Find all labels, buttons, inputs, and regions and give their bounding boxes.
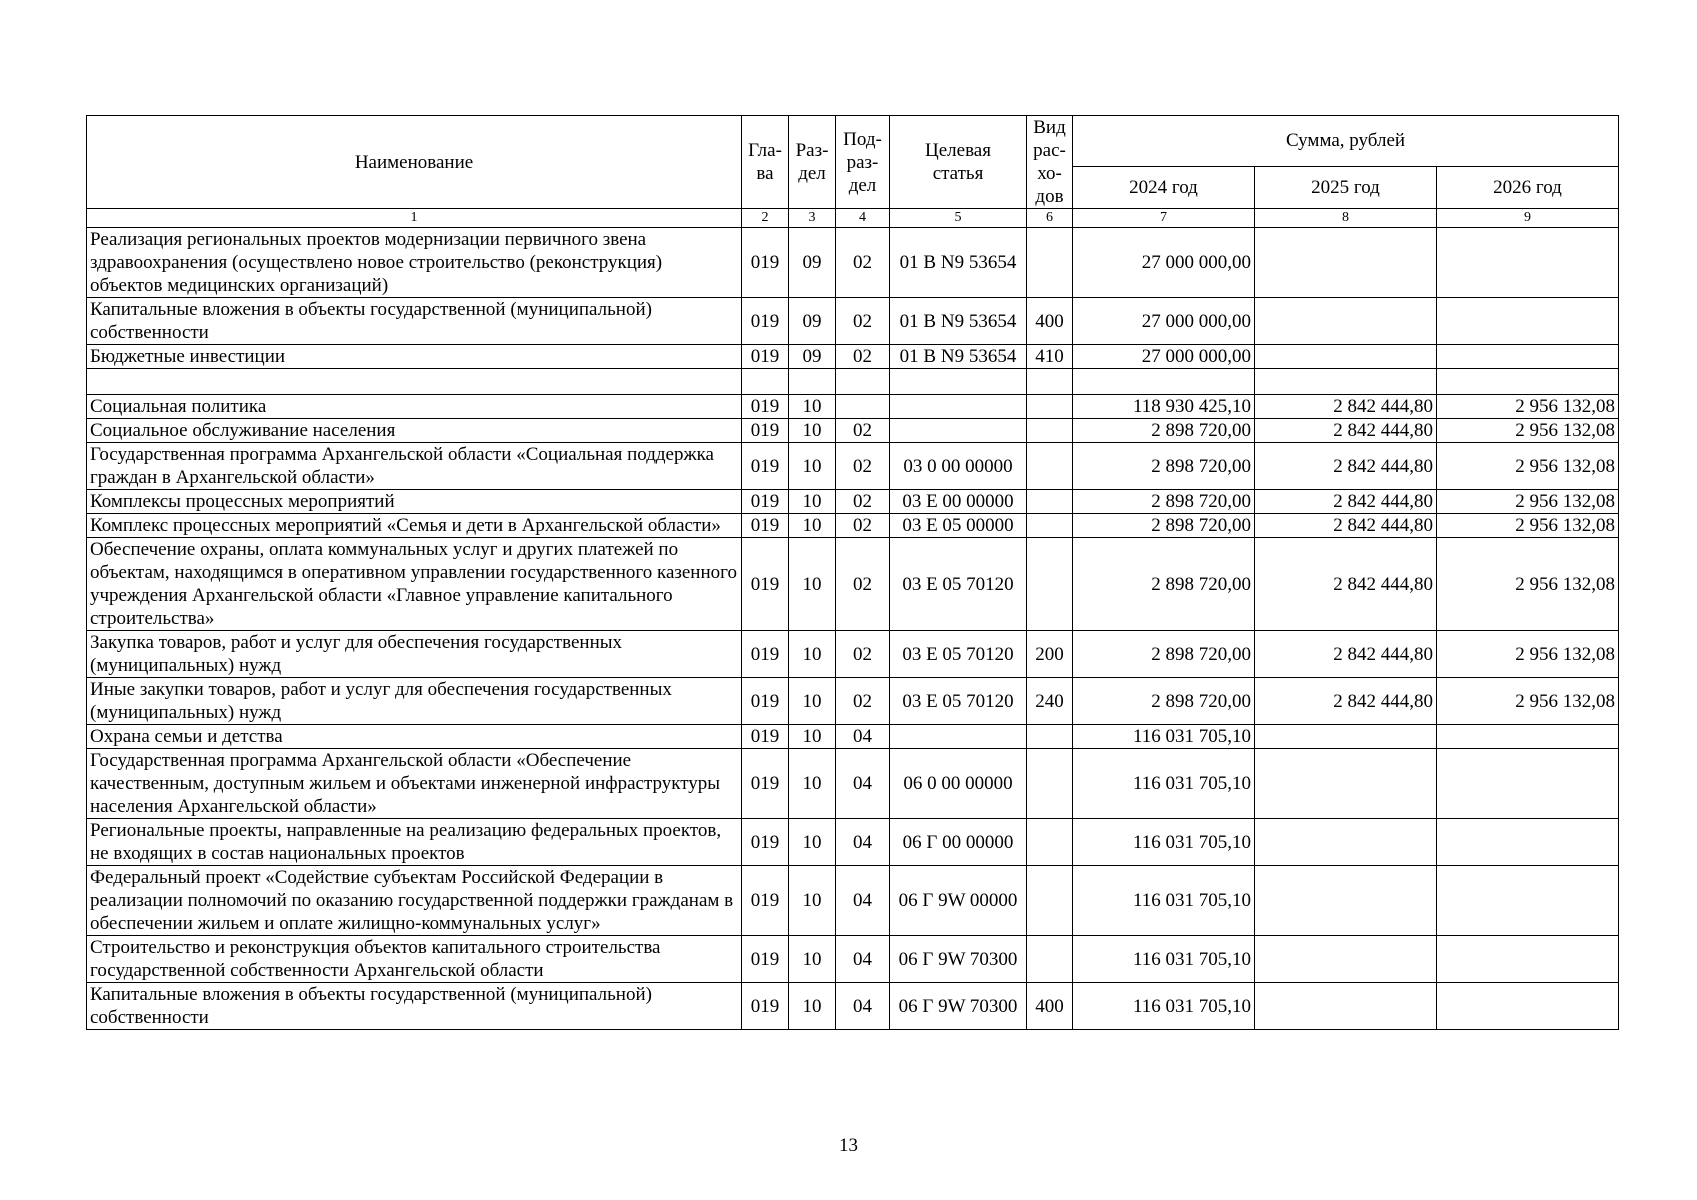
header-target-label: Целевая статья bbox=[925, 140, 991, 184]
col-number: 2 bbox=[742, 209, 789, 228]
header-name-label: Наименование bbox=[354, 151, 474, 173]
cell-razdel: 10 bbox=[789, 631, 836, 678]
cell-glava: 019 bbox=[742, 228, 789, 298]
cell-glava: 019 bbox=[742, 983, 789, 1030]
cell-amount-2024: 2 898 720,00 bbox=[1073, 490, 1255, 514]
cell-target: 06 Г 9W 00000 bbox=[890, 866, 1027, 936]
cell-amount-2024: 2 898 720,00 bbox=[1073, 419, 1255, 443]
cell-podrazdel: 04 bbox=[836, 983, 890, 1030]
cell-amount-2026: 2 956 132,08 bbox=[1437, 419, 1619, 443]
cell-amount-2025: 2 842 444,80 bbox=[1255, 514, 1437, 538]
cell-podrazdel: 02 bbox=[836, 631, 890, 678]
header-vid bbox=[1027, 116, 1073, 209]
cell-vid bbox=[1027, 369, 1073, 395]
cell-name: Социальная политика bbox=[87, 395, 742, 419]
cell-amount-2026 bbox=[1437, 866, 1619, 936]
col-number: 7 bbox=[1073, 209, 1255, 228]
cell-name: Капитальные вложения в объекты государственной (муниципальной) собственности bbox=[87, 298, 742, 345]
cell-target: 06 Г 9W 70300 bbox=[890, 936, 1027, 983]
cell-target: 01 В N9 53654 bbox=[890, 228, 1027, 298]
cell-vid bbox=[1027, 490, 1073, 514]
cell-amount-2025 bbox=[1255, 983, 1437, 1030]
cell-amount-2026 bbox=[1437, 228, 1619, 298]
header-razdel bbox=[789, 116, 836, 209]
cell-amount-2025 bbox=[1255, 369, 1437, 395]
cell-glava: 019 bbox=[742, 819, 789, 866]
table-row bbox=[87, 490, 1619, 514]
cell-podrazdel: 04 bbox=[836, 866, 890, 936]
cell-amount-2024: 2 898 720,00 bbox=[1073, 678, 1255, 725]
cell-amount-2026 bbox=[1437, 369, 1619, 395]
cell-amount-2026 bbox=[1437, 749, 1619, 819]
header-glava-label: Гла- ва bbox=[748, 140, 782, 184]
cell-podrazdel: 04 bbox=[836, 749, 890, 819]
cell-name: Государственная программа Архангельской области «Обеспечение качественным, доступным жильем и объектами инженерной инфраструктуры населения Архангельской области» bbox=[87, 749, 742, 819]
table-row bbox=[87, 866, 1619, 936]
cell-name bbox=[87, 369, 742, 395]
cell-razdel: 10 bbox=[789, 725, 836, 749]
cell-vid bbox=[1027, 419, 1073, 443]
cell-target: 03 Е 00 00000 bbox=[890, 490, 1027, 514]
table-row bbox=[87, 228, 1619, 298]
table-row bbox=[87, 419, 1619, 443]
cell-amount-2025 bbox=[1255, 725, 1437, 749]
cell-target bbox=[890, 419, 1027, 443]
cell-vid bbox=[1027, 819, 1073, 866]
budget-table bbox=[86, 115, 1619, 1030]
cell-amount-2025: 2 842 444,80 bbox=[1255, 395, 1437, 419]
cell-vid bbox=[1027, 725, 1073, 749]
cell-target: 03 Е 05 00000 bbox=[890, 514, 1027, 538]
cell-target bbox=[890, 369, 1027, 395]
table-row bbox=[87, 514, 1619, 538]
cell-amount-2024: 116 031 705,10 bbox=[1073, 983, 1255, 1030]
cell-razdel: 10 bbox=[789, 490, 836, 514]
cell-glava: 019 bbox=[742, 538, 789, 631]
cell-razdel: 10 bbox=[789, 419, 836, 443]
table-row bbox=[87, 395, 1619, 419]
cell-amount-2024: 2 898 720,00 bbox=[1073, 514, 1255, 538]
table-row bbox=[87, 936, 1619, 983]
cell-amount-2026: 2 956 132,08 bbox=[1437, 514, 1619, 538]
cell-vid: 410 bbox=[1027, 345, 1073, 369]
table-row bbox=[87, 819, 1619, 866]
cell-target bbox=[890, 725, 1027, 749]
cell-name: Комплексы процессных мероприятий bbox=[87, 490, 742, 514]
cell-razdel: 10 bbox=[789, 936, 836, 983]
cell-name: Комплекс процессных мероприятий «Семья и дети в Архангельской области» bbox=[87, 514, 742, 538]
cell-vid: 240 bbox=[1027, 678, 1073, 725]
header-vid-label: Вид рас- хо- дов bbox=[1033, 117, 1066, 207]
cell-glava: 019 bbox=[742, 490, 789, 514]
cell-name: Реализация региональных проектов модернизации первичного звена здравоохранения (осуществлено новое строительство (реконструкция) объектов медицинских организаций) bbox=[87, 228, 742, 298]
header-year-2026: 2026 год bbox=[1437, 166, 1619, 208]
cell-name: Иные закупки товаров, работ и услуг для обеспечения государственных (муниципальных) нужд bbox=[87, 678, 742, 725]
cell-amount-2026: 2 956 132,08 bbox=[1437, 631, 1619, 678]
cell-amount-2024: 2 898 720,00 bbox=[1073, 538, 1255, 631]
table-row bbox=[87, 983, 1619, 1030]
cell-razdel: 10 bbox=[789, 395, 836, 419]
cell-vid bbox=[1027, 749, 1073, 819]
cell-amount-2024 bbox=[1073, 369, 1255, 395]
cell-name: Закупка товаров, работ и услуг для обеспечения государственных (муниципальных) нужд bbox=[87, 631, 742, 678]
cell-target: 06 0 00 00000 bbox=[890, 749, 1027, 819]
cell-vid: 400 bbox=[1027, 298, 1073, 345]
cell-amount-2025: 2 842 444,80 bbox=[1255, 443, 1437, 490]
cell-podrazdel: 02 bbox=[836, 514, 890, 538]
header-name bbox=[87, 116, 742, 209]
cell-vid: 200 bbox=[1027, 631, 1073, 678]
cell-name: Капитальные вложения в объекты государственной (муниципальной) собственности bbox=[87, 983, 742, 1030]
budget-sheet bbox=[86, 115, 1618, 1030]
cell-podrazdel: 02 bbox=[836, 490, 890, 514]
cell-amount-2024: 27 000 000,00 bbox=[1073, 345, 1255, 369]
cell-amount-2026: 2 956 132,08 bbox=[1437, 490, 1619, 514]
cell-amount-2025: 2 842 444,80 bbox=[1255, 678, 1437, 725]
cell-podrazdel bbox=[836, 395, 890, 419]
table-row bbox=[87, 678, 1619, 725]
cell-razdel bbox=[789, 369, 836, 395]
cell-amount-2024: 116 031 705,10 bbox=[1073, 936, 1255, 983]
cell-glava bbox=[742, 369, 789, 395]
header-target bbox=[890, 116, 1027, 209]
cell-podrazdel: 02 bbox=[836, 443, 890, 490]
cell-glava: 019 bbox=[742, 345, 789, 369]
table-row bbox=[87, 631, 1619, 678]
cell-razdel: 09 bbox=[789, 345, 836, 369]
cell-glava: 019 bbox=[742, 443, 789, 490]
cell-razdel: 10 bbox=[789, 819, 836, 866]
table-row bbox=[87, 443, 1619, 490]
cell-amount-2026 bbox=[1437, 298, 1619, 345]
cell-name: Государственная программа Архангельской области «Социальная поддержка граждан в Архангельской области» bbox=[87, 443, 742, 490]
col-number: 1 bbox=[87, 209, 742, 228]
cell-amount-2026 bbox=[1437, 983, 1619, 1030]
column-number-row bbox=[87, 209, 1619, 228]
header-year-2025: 2025 год bbox=[1255, 166, 1437, 208]
cell-glava: 019 bbox=[742, 866, 789, 936]
cell-vid bbox=[1027, 936, 1073, 983]
header-sum-label: Сумма, рублей bbox=[1285, 130, 1406, 152]
cell-glava: 019 bbox=[742, 514, 789, 538]
cell-amount-2025: 2 842 444,80 bbox=[1255, 419, 1437, 443]
cell-podrazdel bbox=[836, 369, 890, 395]
cell-amount-2025: 2 842 444,80 bbox=[1255, 631, 1437, 678]
cell-amount-2026 bbox=[1437, 345, 1619, 369]
cell-target: 03 Е 05 70120 bbox=[890, 678, 1027, 725]
cell-amount-2024: 2 898 720,00 bbox=[1073, 443, 1255, 490]
cell-amount-2025 bbox=[1255, 866, 1437, 936]
cell-vid bbox=[1027, 514, 1073, 538]
cell-amount-2024: 118 930 425,10 bbox=[1073, 395, 1255, 419]
col-number: 4 bbox=[836, 209, 890, 228]
cell-amount-2026 bbox=[1437, 936, 1619, 983]
cell-amount-2025 bbox=[1255, 936, 1437, 983]
col-number: 8 bbox=[1255, 209, 1437, 228]
cell-podrazdel: 04 bbox=[836, 936, 890, 983]
cell-amount-2026: 2 956 132,08 bbox=[1437, 443, 1619, 490]
cell-podrazdel: 02 bbox=[836, 538, 890, 631]
cell-glava: 019 bbox=[742, 936, 789, 983]
cell-podrazdel: 04 bbox=[836, 725, 890, 749]
cell-amount-2025 bbox=[1255, 749, 1437, 819]
cell-podrazdel: 02 bbox=[836, 298, 890, 345]
cell-amount-2024: 116 031 705,10 bbox=[1073, 819, 1255, 866]
cell-razdel: 10 bbox=[789, 983, 836, 1030]
page-number: 13 bbox=[839, 1135, 858, 1156]
cell-razdel: 10 bbox=[789, 443, 836, 490]
cell-glava: 019 bbox=[742, 749, 789, 819]
cell-amount-2024: 27 000 000,00 bbox=[1073, 228, 1255, 298]
cell-vid bbox=[1027, 395, 1073, 419]
cell-amount-2026 bbox=[1437, 725, 1619, 749]
cell-name: Охрана семьи и детства bbox=[87, 725, 742, 749]
table-row bbox=[87, 538, 1619, 631]
cell-amount-2025: 2 842 444,80 bbox=[1255, 490, 1437, 514]
table-row bbox=[87, 725, 1619, 749]
cell-glava: 019 bbox=[742, 725, 789, 749]
table-row bbox=[87, 298, 1619, 345]
header-sum bbox=[1073, 116, 1619, 167]
cell-name: Бюджетные инвестиции bbox=[87, 345, 742, 369]
cell-glava: 019 bbox=[742, 395, 789, 419]
cell-amount-2025 bbox=[1255, 345, 1437, 369]
table-header bbox=[87, 116, 1619, 228]
table-row bbox=[87, 369, 1619, 395]
cell-amount-2024: 116 031 705,10 bbox=[1073, 749, 1255, 819]
cell-amount-2025 bbox=[1255, 228, 1437, 298]
cell-glava: 019 bbox=[742, 631, 789, 678]
header-razdel-label: Раз- дел bbox=[795, 140, 829, 184]
cell-target: 06 Г 9W 70300 bbox=[890, 983, 1027, 1030]
cell-name: Строительство и реконструкция объектов капитального строительства государственной собственности Архангельской области bbox=[87, 936, 742, 983]
cell-amount-2024: 2 898 720,00 bbox=[1073, 631, 1255, 678]
cell-vid bbox=[1027, 443, 1073, 490]
cell-glava: 019 bbox=[742, 419, 789, 443]
cell-razdel: 10 bbox=[789, 678, 836, 725]
cell-podrazdel: 02 bbox=[836, 678, 890, 725]
cell-amount-2024: 116 031 705,10 bbox=[1073, 725, 1255, 749]
table-row bbox=[87, 345, 1619, 369]
cell-target: 01 В N9 53654 bbox=[890, 345, 1027, 369]
table-row bbox=[87, 749, 1619, 819]
cell-name: Обеспечение охраны, оплата коммунальных услуг и других платежей по объектам, находящимся в оперативном управлении государственного казенного учреждения Архангельской области «Главное управление капитального строительства» bbox=[87, 538, 742, 631]
cell-amount-2024: 27 000 000,00 bbox=[1073, 298, 1255, 345]
cell-name: Федеральный проект «Содействие субъектам Российской Федерации в реализации полномочий по оказанию государственной поддержки гражданам в обеспечении жильем и оплате жилищно-коммунальных услуг» bbox=[87, 866, 742, 936]
cell-amount-2026: 2 956 132,08 bbox=[1437, 678, 1619, 725]
cell-target: 03 Е 05 70120 bbox=[890, 538, 1027, 631]
cell-amount-2026 bbox=[1437, 819, 1619, 866]
cell-vid bbox=[1027, 538, 1073, 631]
col-number: 6 bbox=[1027, 209, 1073, 228]
cell-amount-2024: 116 031 705,10 bbox=[1073, 866, 1255, 936]
cell-vid: 400 bbox=[1027, 983, 1073, 1030]
cell-razdel: 10 bbox=[789, 749, 836, 819]
header-year-2024: 2024 год bbox=[1073, 166, 1255, 208]
cell-target: 03 Е 05 70120 bbox=[890, 631, 1027, 678]
cell-razdel: 10 bbox=[789, 866, 836, 936]
cell-glava: 019 bbox=[742, 298, 789, 345]
cell-amount-2026: 2 956 132,08 bbox=[1437, 538, 1619, 631]
cell-target bbox=[890, 395, 1027, 419]
cell-name: Социальное обслуживание населения bbox=[87, 419, 742, 443]
col-number: 5 bbox=[890, 209, 1027, 228]
col-number: 3 bbox=[789, 209, 836, 228]
col-number: 9 bbox=[1437, 209, 1619, 228]
cell-amount-2025 bbox=[1255, 819, 1437, 866]
cell-podrazdel: 02 bbox=[836, 345, 890, 369]
cell-amount-2025: 2 842 444,80 bbox=[1255, 538, 1437, 631]
cell-target: 03 0 00 00000 bbox=[890, 443, 1027, 490]
header-podrazdel-label: Под- раз- дел bbox=[843, 128, 882, 196]
cell-razdel: 10 bbox=[789, 514, 836, 538]
cell-razdel: 09 bbox=[789, 298, 836, 345]
cell-podrazdel: 02 bbox=[836, 419, 890, 443]
header-podrazdel bbox=[836, 116, 890, 209]
cell-name: Региональные проекты, направленные на реализацию федеральных проектов, не входящих в состав национальных проектов bbox=[87, 819, 742, 866]
cell-razdel: 09 bbox=[789, 228, 836, 298]
cell-target: 06 Г 00 00000 bbox=[890, 819, 1027, 866]
cell-podrazdel: 04 bbox=[836, 819, 890, 866]
cell-vid bbox=[1027, 866, 1073, 936]
cell-podrazdel: 02 bbox=[836, 228, 890, 298]
header-glava bbox=[742, 116, 789, 209]
cell-amount-2026: 2 956 132,08 bbox=[1437, 395, 1619, 419]
cell-target: 01 В N9 53654 bbox=[890, 298, 1027, 345]
cell-glava: 019 bbox=[742, 678, 789, 725]
cell-amount-2025 bbox=[1255, 298, 1437, 345]
cell-razdel: 10 bbox=[789, 538, 836, 631]
cell-vid bbox=[1027, 228, 1073, 298]
table-body bbox=[87, 228, 1619, 1030]
